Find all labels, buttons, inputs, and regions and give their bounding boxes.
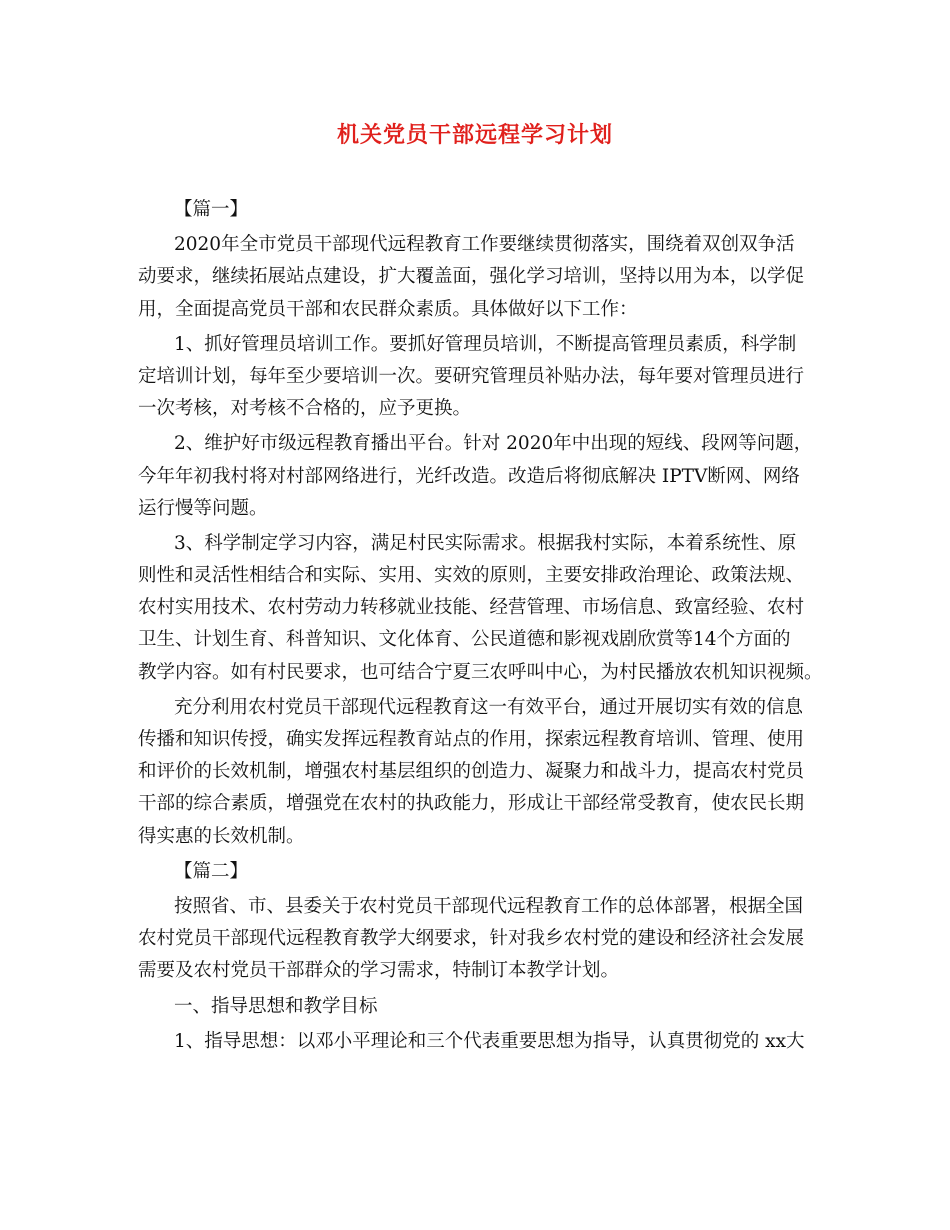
paragraph-line: 需要及农村党员干部群众的学习需求，特制订本教学计划。 bbox=[138, 960, 620, 982]
paragraph-line: 传播和知识传授，确实发挥远程教育站点的作用，探索远程教育培训、管理、使用 bbox=[138, 729, 805, 750]
paragraph-line: 农村实用技术、农村劳动力转移就业技能、经营管理、市场信息、致富经验、农村 bbox=[138, 597, 805, 619]
paragraph-line: 按照省、市、县委关于农村党员干部现代远程教育工作的总体部署，根据全国 bbox=[174, 895, 804, 917]
paragraph-line: 1、抓好管理员培训工作。要抓好管理员培训，不断提高管理员素质，科学制 bbox=[174, 333, 797, 355]
section-heading-2: 【篇二】 bbox=[174, 860, 249, 882]
paragraph-line: 一次考核，对考核不合格的，应予更换。 bbox=[138, 398, 472, 420]
section-heading-1: 【篇一】 bbox=[174, 199, 249, 220]
paragraph-line: 动要求，继续拓展站点建设，扩大覆盖面，强化学习培训，坚持以用为本，以学促 bbox=[138, 266, 805, 288]
paragraph-line: 定培训计划，每年至少要培训一次。要研究管理员补贴办法，每年要对管理员进行 bbox=[138, 365, 805, 387]
paragraph-line: 则性和灵活性相结合和实际、实用、实效的原则，主要安排政治理论、政策法规、 bbox=[138, 565, 805, 587]
paragraph-line: 1、指导思想：以邓小平理论和三个代表重要思想为指导，认真贯彻党的 xx大 bbox=[174, 1030, 805, 1052]
paragraph-line: 2、维护好市级远程教育播出平台。针对 2020年中出现的短线、段网等问题， bbox=[174, 433, 813, 455]
paragraph-line: 干部的综合素质，增强党在农村的执政能力，形成让干部经常受教育，使农民长期 bbox=[138, 793, 805, 815]
paragraph-line: 教学内容。如有村民要求，也可结合宁夏三农呼叫中心，为村民播放农机知识视频。 bbox=[138, 661, 823, 683]
subheading: 一、指导思想和教学目标 bbox=[174, 995, 378, 1017]
paragraph-line: 2020年全市党员干部现代远程教育工作要继续贯彻落实，围绕着双创双争活 bbox=[174, 234, 795, 256]
paragraph-line: 今年年初我村将对村部网络进行，光纤改造。改造后将彻底解决 IPTV断网、网络 bbox=[138, 465, 800, 487]
paragraph-line: 运行慢等问题。 bbox=[138, 497, 268, 519]
paragraph-line: 用，全面提高党员干部和农民群众素质。具体做好以下工作： bbox=[138, 298, 638, 320]
paragraph-line: 农村党员干部现代远程教育教学大纲要求，针对我乡农村党的建设和经济社会发展 bbox=[138, 928, 805, 950]
paragraph-line: 3、科学制定学习内容，满足村民实际需求。根据我村实际，本着系统性、原 bbox=[174, 532, 797, 554]
paragraph-line: 得实惠的长效机制。 bbox=[138, 825, 305, 847]
paragraph-line: 和评价的长效机制，增强农村基层组织的创造力、凝聚力和战斗力，提高农村党员 bbox=[138, 761, 805, 783]
paragraph-line: 卫生、计划生育、科普知识、文化体育、公民道德和影视戏剧欣赏等14个方面的 bbox=[138, 629, 791, 651]
paragraph-line: 充分利用农村党员干部现代远程教育这一有效平台，通过开展切实有效的信息 bbox=[174, 696, 804, 718]
document-body bbox=[138, 194, 823, 1058]
document-title: 机关党员干部远程学习计划 bbox=[336, 122, 613, 148]
